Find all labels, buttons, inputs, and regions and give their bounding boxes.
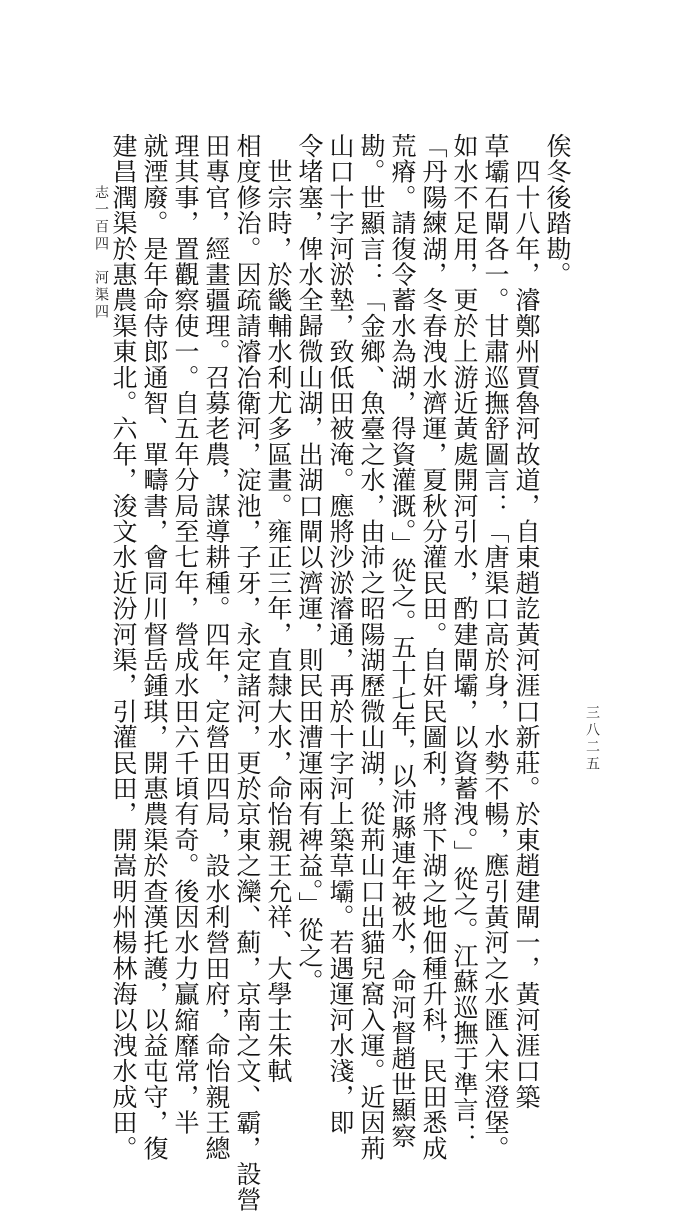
text-column-14: 就湮廢。是年命侍郎通智、單疇書，會同川督岳鍾琪，開惠農渠於查漢托護，以益屯守，復 [140,133,169,1161]
text-column-1: 俟冬後踏勘。 [543,133,572,288]
running-head: 志一百四 河渠四 [93,185,109,321]
text-column-4: 如水不足用，更於上游近黃處開河引水，酌建閘壩，以資蓄洩。」從之。江蘇巡撫于準言： [450,133,479,1149]
text-column-12: 田專官，經畫疆理。召募老農，謀導耕種。四年，定營田四局，設水利營田府，命怡親王總 [202,133,231,1161]
text-column-2: 四十八年，濬鄭州賈魯河故道，自東趙訖黃河涯口新莊。於東趙建閘一，黃河涯口築 [512,133,541,1110]
page-number: 三八二五 [584,705,600,773]
text-column-15: 建昌潤渠於惠農渠東北。六年，浚文水近汾河渠，引灌民田，開嵩明州楊林海以洩水成田。 [109,133,138,1161]
text-column-5: 「丹陽練湖，冬春洩水濟運，夏秋分灌民田。自奸民圖利，將下湖之地佃種升科，民田悉成 [419,133,448,1161]
text-column-9: 令堵塞，俾水全歸微山湖，出湖口閘以濟運，則民田漕運兩有裨益。」從之。 [295,133,324,995]
text-column-8: 山口十字河淤墊，致低田被淹。應將沙淤濬通，再於十字河上築草壩。若遇運河水淺，即 [326,133,355,1136]
text-column-11: 相度修治。因疏請濬冶衛河，淀池，子牙，永定諸河，更於京東之灤、薊，京南之文、霸，設營 [233,133,262,1212]
text-column-6: 荒瘠。請復令蓄水為湖，得資灌溉。」從之。五十七年，以沛縣連年被水，命河督趙世顯察 [388,133,417,1149]
text-column-10: 世宗時，於畿輔水利尤多區畫。雍正三年，直隸大水，命怡親王允祥、大學士朱軾 [264,133,293,1084]
text-column-3: 草壩石閘各一。甘肅巡撫舒圖言：「唐渠口高於身，水勢不暢，應引黃河之水匯入宋澄堡。 [481,133,510,1161]
text-column-13: 理其事，置觀察使一。自五年分局至七年，營成水田六千頃有奇。後因水力贏縮靡常，半 [171,133,200,1136]
text-column-7: 勘。世顯言：「金鄉、魚臺之水，由沛之昭陽湖歷微山湖，從荊山口出貓兒窩入運。近因荊 [357,133,386,1161]
